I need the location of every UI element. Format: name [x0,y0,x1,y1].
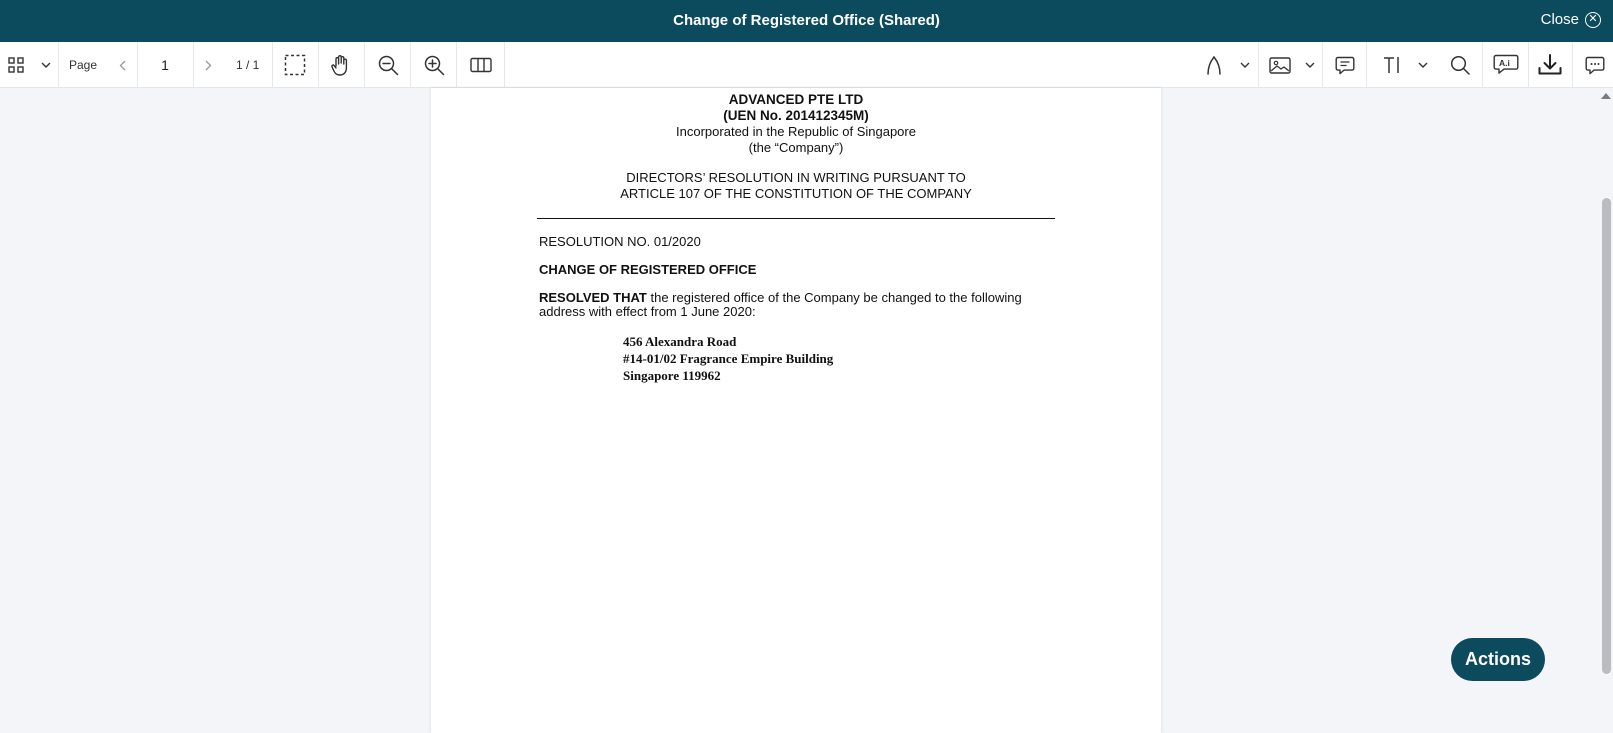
add-text-dropdown[interactable] [1416,42,1430,88]
address-line-1: 456 Alexandra Road [623,334,737,349]
insert-image-dropdown[interactable] [1303,42,1317,88]
page-count: 1 / 1 [236,58,260,72]
divider [537,218,1055,219]
page-label: Page [69,58,98,72]
zoom-out-button[interactable] [376,42,400,88]
hand-pan-icon [331,54,351,76]
new-address [623,333,1055,384]
download-button[interactable] [1537,42,1563,88]
page-number-input[interactable] [138,50,192,80]
grid-view-button[interactable] [4,42,28,88]
resolution-title-line-1: DIRECTORS’ RESOLUTION IN WRITING PURSUANT TO [626,170,966,185]
zoom-out-icon [378,55,399,76]
ai-assist-button[interactable] [1492,42,1520,88]
add-comment-button[interactable] [1334,42,1356,88]
columns-icon [470,57,492,73]
zoom-in-button[interactable] [422,42,446,88]
marquee-select-button[interactable] [282,42,308,88]
resolution-title-line-2: ARTICLE 107 OF THE CONSTITUTION OF THE COMPANY [620,186,972,201]
resolution-number: RESOLUTION NO. 01/2020 [539,234,701,249]
document-content [537,92,1055,384]
previous-page-button[interactable] [108,42,136,88]
address-line-3: Singapore 119962 [623,368,721,383]
zoom-in-icon [424,55,445,76]
comments-panel-button[interactable] [1583,42,1607,88]
next-page-button[interactable] [194,42,222,88]
add-text-button[interactable] [1382,42,1402,88]
search-button[interactable] [1448,42,1472,88]
actions-button[interactable]: Actions [1451,638,1545,681]
comments-panel-icon [1585,56,1605,75]
chevron-down-icon [41,62,51,68]
chevron-left-icon [119,60,126,71]
close-button[interactable] [1541,11,1601,28]
window-title: Change of Registered Office (Shared) [673,12,940,29]
resolved-text: the registered office of the Company be changed to the following address with effect from 1 June 2020: [539,290,1022,319]
title-bar [0,0,1613,42]
scroll-up-arrow-icon[interactable] [1601,93,1611,99]
close-icon: ✕ [1585,12,1601,28]
company-name: ADVANCED PTE LTD [728,92,864,107]
text-icon [1383,56,1401,74]
chevron-down-icon [1240,62,1250,68]
pan-tool-button[interactable] [328,42,354,88]
chevron-down-icon [1305,62,1315,68]
search-icon [1450,55,1470,75]
toolbar [0,42,1613,88]
chevron-right-icon [205,60,212,71]
draw-pen-icon [1206,55,1222,75]
view-options-dropdown[interactable] [38,42,54,88]
comment-icon [1335,56,1355,75]
svg-text:A.i: A.i [1499,58,1510,68]
address-line-2: #14-01/02 Fragrance Empire Building [623,351,834,366]
ai-assist-icon [1493,54,1519,76]
resolution-heading: CHANGE OF REGISTERED OFFICE [539,262,757,277]
document-page [431,88,1161,733]
grid-view-icon [8,57,24,73]
download-icon [1538,54,1562,76]
marquee-select-icon [284,54,306,76]
company-alias: (the “Company”) [748,140,844,155]
resolved-paragraph [537,291,1055,319]
vertical-scrollbar[interactable] [1599,88,1613,733]
document-viewer[interactable] [0,88,1613,733]
columns-view-button[interactable] [468,42,494,88]
company-uen: (UEN No. 201412345M) [723,108,869,123]
image-icon [1269,57,1291,74]
scroll-thumb[interactable] [1602,198,1611,674]
chevron-down-icon [1418,62,1428,68]
resolved-lead: RESOLVED THAT [539,290,647,305]
draw-tool-dropdown[interactable] [1238,42,1252,88]
incorporation-line: Incorporated in the Republic of Singapore [676,124,916,139]
draw-tool-button[interactable] [1204,42,1224,88]
insert-image-button[interactable] [1268,42,1292,88]
close-label: Close [1540,11,1579,28]
